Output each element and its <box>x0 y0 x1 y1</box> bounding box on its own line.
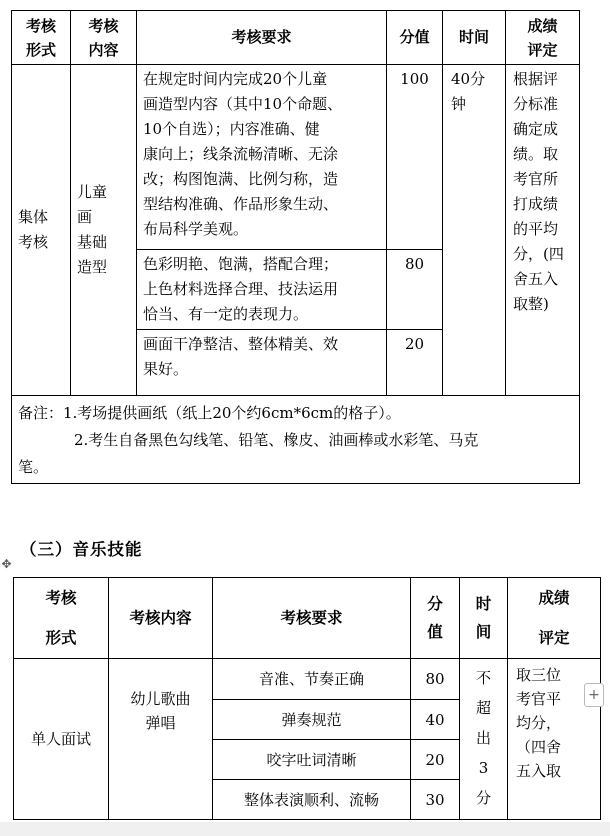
header-time: 时间 <box>443 11 506 65</box>
header-content: 考核内容 <box>109 578 213 659</box>
header-score: 分值 <box>387 11 443 65</box>
header-grading: 成绩 评定 <box>506 11 580 65</box>
requirement-cell: 整体表演顺利、流畅 <box>213 780 411 820</box>
header-content: 考核 内容 <box>71 11 137 65</box>
header-score: 分 值 <box>411 578 460 659</box>
grading-cell: 根据评 分标准 确定成 绩。取 考官所 打成绩 的平均 分，(四 舍五入 取整) <box>506 65 580 396</box>
header-requirements: 考核要求 <box>137 11 387 65</box>
grading-cell: 取三位 考官平 均分， （四舍 五入取 <box>508 659 601 820</box>
score-cell: 40 <box>411 700 460 740</box>
requirement-cell: 咬字吐词清晰 <box>213 740 411 780</box>
requirement-cell: 画面干净整洁、整体精美、效 果好。 <box>137 330 387 396</box>
exam-content-cell: 幼儿歌曲 弹唱 <box>109 659 213 820</box>
header-form: 考核 形式 <box>12 11 71 65</box>
plus-icon[interactable]: + <box>584 683 604 707</box>
move-handle-icon[interactable]: ✥ <box>1 557 12 571</box>
header-grading: 成绩 评定 <box>508 578 601 659</box>
exam-content-cell: 儿童 画 基础 造型 <box>71 65 137 396</box>
section-title: （三）音乐技能 <box>20 540 143 559</box>
time-cell: 40分 钟 <box>443 65 506 396</box>
page-bottom-strip <box>0 822 610 836</box>
score-cell: 20 <box>411 740 460 780</box>
art-skill-table <box>11 10 580 484</box>
requirement-cell: 弹奏规范 <box>213 700 411 740</box>
requirement-cell: 音准、节奏正确 <box>213 659 411 700</box>
remarks-cell: 备注：1.考场提供画纸（纸上20个约6cm*6cm的格子）。 2.考生自备黑色勾线笔、铅笔、橡皮、油画棒或水彩笔、马克 笔。 <box>12 396 580 484</box>
score-cell: 80 <box>411 659 460 700</box>
score-cell: 30 <box>411 780 460 820</box>
score-cell: 100 <box>387 65 443 250</box>
score-cell: 20 <box>387 330 443 396</box>
exam-form-cell: 集体 考核 <box>12 65 71 396</box>
requirement-cell: 色彩明艳、饱满，搭配合理； 上色材料选择合理、技法运用 恰当、有一定的表现力。 <box>137 250 387 330</box>
exam-form-cell: 单人面试 <box>14 659 109 820</box>
time-cell: 不 超 出 3 分 <box>460 659 508 820</box>
header-time: 时 间 <box>460 578 508 659</box>
header-requirements: 考核要求 <box>213 578 411 659</box>
header-form: 考核 形式 <box>14 578 109 659</box>
score-cell: 80 <box>387 250 443 330</box>
music-skill-table <box>13 577 601 820</box>
requirement-cell: 在规定时间内完成20个儿童 画造型内容（其中10个命题、 10个自选）；内容准确、健 康向上；线条流畅清晰、无涂 改；构图饱满、比例匀称，造 型结构准确、作品形象生动、 布局科学美观。 <box>137 65 387 250</box>
